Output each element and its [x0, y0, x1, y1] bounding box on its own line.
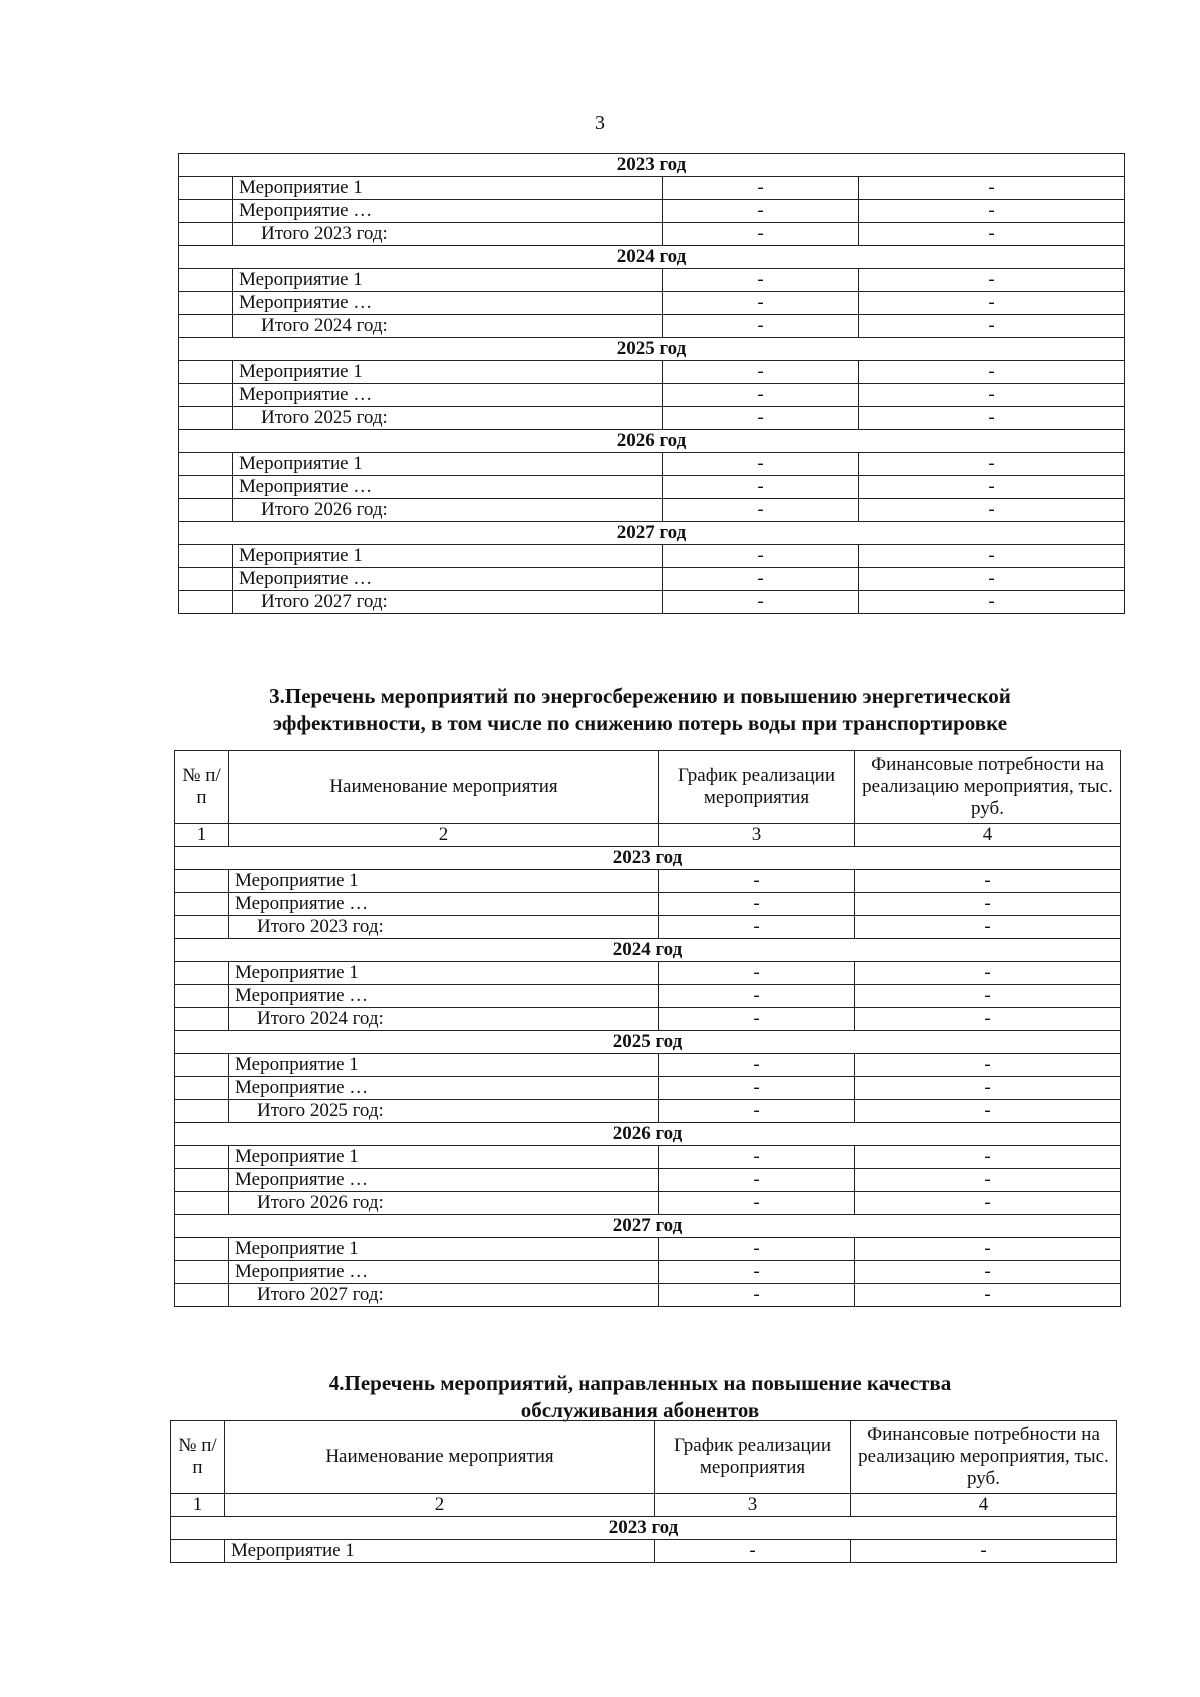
finance-value: - [855, 893, 1121, 916]
column-number: 4 [851, 1494, 1117, 1517]
activity-name: Мероприятие … [233, 476, 663, 499]
activity-name: Мероприятие 1 [229, 1146, 659, 1169]
table-row [175, 985, 1121, 1008]
table-section-3 [174, 750, 1121, 1307]
finance-value: - [855, 985, 1121, 1008]
table-row [179, 545, 1125, 568]
section-4-heading-line-2: обслуживания абонентов [520, 1398, 760, 1422]
column-header: Наименование мероприятия [225, 1421, 655, 1494]
year-row [175, 1215, 1121, 1238]
row-number-cell [179, 177, 233, 200]
row-number-cell [179, 545, 233, 568]
finance-value: - [855, 1284, 1121, 1307]
column-number: 3 [659, 824, 855, 847]
header-row [171, 1421, 1117, 1494]
schedule-value: - [663, 361, 859, 384]
year-label: 2023 год [179, 154, 1125, 177]
activity-name: Мероприятие … [229, 985, 659, 1008]
table-row [175, 1146, 1121, 1169]
column-number: 3 [655, 1494, 851, 1517]
year-row [171, 1517, 1117, 1540]
table-row [179, 476, 1125, 499]
schedule-value: - [663, 407, 859, 430]
row-number-cell [175, 1192, 229, 1215]
column-header: График реализации мероприятия [659, 751, 855, 824]
column-number-row [171, 1494, 1117, 1517]
schedule-value: - [659, 916, 855, 939]
row-number-cell [179, 223, 233, 246]
table-row [175, 962, 1121, 985]
year-label: 2026 год [175, 1123, 1121, 1146]
row-number-cell [179, 591, 233, 614]
column-number: 2 [225, 1494, 655, 1517]
year-label: 2023 год [171, 1517, 1117, 1540]
schedule-value: - [663, 223, 859, 246]
activity-name: Мероприятие 1 [229, 870, 659, 893]
year-label: 2027 год [179, 522, 1125, 545]
table-row [175, 893, 1121, 916]
row-number-cell [179, 200, 233, 223]
row-number-cell [179, 315, 233, 338]
row-number-cell [175, 1008, 229, 1031]
finance-value: - [859, 453, 1125, 476]
finance-value: - [859, 591, 1125, 614]
finance-value: - [851, 1540, 1117, 1563]
schedule-value: - [659, 870, 855, 893]
year-label: 2024 год [175, 939, 1121, 962]
total-row [175, 1192, 1121, 1215]
table-row [175, 870, 1121, 893]
total-row [175, 1284, 1121, 1307]
row-number-cell [179, 361, 233, 384]
row-number-cell [175, 1238, 229, 1261]
finance-value: - [859, 292, 1125, 315]
schedule-value: - [663, 269, 859, 292]
year-row [179, 522, 1125, 545]
schedule-value: - [659, 1284, 855, 1307]
activity-name: Мероприятие … [233, 568, 663, 591]
row-number-cell [175, 870, 229, 893]
schedule-value: - [663, 591, 859, 614]
finance-value: - [855, 1054, 1121, 1077]
finance-value: - [859, 315, 1125, 338]
schedule-value: - [663, 568, 859, 591]
column-number: 2 [229, 824, 659, 847]
row-number-cell [175, 985, 229, 1008]
activity-name: Мероприятие 1 [225, 1540, 655, 1563]
row-number-cell [179, 499, 233, 522]
total-row [175, 1100, 1121, 1123]
activity-name: Мероприятие … [229, 1169, 659, 1192]
year-row [175, 939, 1121, 962]
column-header: Финансовые потребности на реализацию мероприятия, тыс. руб. [855, 751, 1121, 824]
activity-name: Итого 2027 год: [233, 591, 663, 614]
schedule-value: - [659, 962, 855, 985]
table-row [179, 200, 1125, 223]
finance-value: - [855, 916, 1121, 939]
finance-value: - [855, 1146, 1121, 1169]
row-number-cell [175, 1146, 229, 1169]
schedule-value: - [663, 384, 859, 407]
row-number-cell [175, 962, 229, 985]
total-row [175, 916, 1121, 939]
finance-value: - [859, 568, 1125, 591]
row-number-cell [179, 453, 233, 476]
section-3-heading-line-2: эффективности, в том числе по снижению потерь воды при транспортировке [272, 711, 1008, 735]
table-row [179, 568, 1125, 591]
activity-name: Мероприятие … [229, 1077, 659, 1100]
schedule-value: - [663, 453, 859, 476]
finance-value: - [859, 407, 1125, 430]
finance-value: - [859, 269, 1125, 292]
column-number: 1 [175, 824, 229, 847]
total-row [179, 315, 1125, 338]
table-row [175, 1054, 1121, 1077]
column-header: Наименование мероприятия [229, 751, 659, 824]
schedule-value: - [659, 893, 855, 916]
table-row [179, 269, 1125, 292]
activity-name: Мероприятие 1 [233, 361, 663, 384]
table-row [175, 1238, 1121, 1261]
page-number: 3 [595, 112, 605, 134]
row-number-cell [179, 407, 233, 430]
row-number-cell [175, 1261, 229, 1284]
activity-name: Мероприятие 1 [233, 453, 663, 476]
schedule-value: - [659, 1261, 855, 1284]
activity-name: Мероприятие … [233, 200, 663, 223]
schedule-value: - [659, 1077, 855, 1100]
year-row [179, 338, 1125, 361]
schedule-value: - [663, 292, 859, 315]
row-number-cell [171, 1540, 225, 1563]
section-4-heading [150, 1370, 1130, 1424]
header-row [175, 751, 1121, 824]
activity-name: Итого 2027 год: [229, 1284, 659, 1307]
row-number-cell [175, 1169, 229, 1192]
activity-name: Мероприятие … [233, 292, 663, 315]
schedule-value: - [659, 985, 855, 1008]
column-header: Финансовые потребности на реализацию мероприятия, тыс. руб. [851, 1421, 1117, 1494]
finance-value: - [859, 223, 1125, 246]
table-section-4-body [171, 1421, 1117, 1563]
row-number-cell [179, 384, 233, 407]
total-row [179, 591, 1125, 614]
total-row [179, 223, 1125, 246]
activity-name: Мероприятие … [229, 1261, 659, 1284]
row-number-cell [179, 568, 233, 591]
activity-name: Мероприятие 1 [233, 269, 663, 292]
section-3-heading-line-1: 3.Перечень мероприятий по энергосбережению и повышению энергетической [269, 684, 1011, 708]
column-number-row [175, 824, 1121, 847]
row-number-cell [175, 1284, 229, 1307]
table-row [179, 177, 1125, 200]
column-header: График реализации мероприятия [655, 1421, 851, 1494]
column-number: 4 [855, 824, 1121, 847]
schedule-value: - [659, 1100, 855, 1123]
year-label: 2027 год [175, 1215, 1121, 1238]
schedule-value: - [659, 1146, 855, 1169]
section-4-heading-line-1: 4.Перечень мероприятий, направленных на повышение качества [328, 1371, 952, 1395]
schedule-value: - [663, 499, 859, 522]
year-row [179, 430, 1125, 453]
total-row [179, 499, 1125, 522]
activity-name: Мероприятие 1 [233, 177, 663, 200]
finance-value: - [855, 1238, 1121, 1261]
finance-value: - [859, 200, 1125, 223]
table-row [175, 1261, 1121, 1284]
activity-name: Мероприятие 1 [229, 962, 659, 985]
schedule-value: - [663, 177, 859, 200]
finance-value: - [855, 1169, 1121, 1192]
row-number-cell [179, 292, 233, 315]
year-row [175, 1123, 1121, 1146]
row-number-cell [175, 916, 229, 939]
finance-value: - [855, 1077, 1121, 1100]
table-row [175, 1077, 1121, 1100]
table-row [179, 292, 1125, 315]
year-label: 2025 год [179, 338, 1125, 361]
schedule-value: - [659, 1238, 855, 1261]
total-row [179, 407, 1125, 430]
schedule-value: - [659, 1054, 855, 1077]
activity-name: Мероприятие 1 [229, 1238, 659, 1261]
table-row [171, 1540, 1117, 1563]
finance-value: - [855, 870, 1121, 893]
schedule-value: - [659, 1008, 855, 1031]
schedule-value: - [655, 1540, 851, 1563]
year-row [175, 847, 1121, 870]
column-header: № п/п [175, 751, 229, 824]
finance-value: - [855, 1192, 1121, 1215]
year-label: 2025 год [175, 1031, 1121, 1054]
row-number-cell [175, 1077, 229, 1100]
finance-value: - [859, 177, 1125, 200]
schedule-value: - [663, 545, 859, 568]
activity-name: Итого 2026 год: [229, 1192, 659, 1215]
year-label: 2024 год [179, 246, 1125, 269]
section-3-heading [150, 683, 1130, 737]
activity-name: Итого 2026 год: [233, 499, 663, 522]
finance-value: - [855, 1008, 1121, 1031]
finance-value: - [859, 361, 1125, 384]
activity-name: Итого 2024 год: [229, 1008, 659, 1031]
schedule-value: - [659, 1169, 855, 1192]
activity-name: Итого 2023 год: [229, 916, 659, 939]
schedule-value: - [663, 476, 859, 499]
activity-name: Итого 2025 год: [229, 1100, 659, 1123]
table-1 [178, 153, 1125, 614]
finance-value: - [859, 545, 1125, 568]
column-header: № п/п [171, 1421, 225, 1494]
table-row [179, 361, 1125, 384]
schedule-value: - [663, 200, 859, 223]
row-number-cell [175, 893, 229, 916]
year-row [175, 1031, 1121, 1054]
activity-name: Мероприятие … [229, 893, 659, 916]
finance-value: - [859, 384, 1125, 407]
row-number-cell [179, 476, 233, 499]
row-number-cell [179, 269, 233, 292]
finance-value: - [855, 962, 1121, 985]
column-number: 1 [171, 1494, 225, 1517]
schedule-value: - [663, 315, 859, 338]
schedule-value: - [659, 1192, 855, 1215]
finance-value: - [859, 476, 1125, 499]
table-row [179, 453, 1125, 476]
table-row [179, 384, 1125, 407]
year-row [179, 246, 1125, 269]
activity-name: Итого 2024 год: [233, 315, 663, 338]
activity-name: Итого 2025 год: [233, 407, 663, 430]
table-section-3-body [175, 751, 1121, 1307]
table-section-4 [170, 1420, 1117, 1563]
finance-value: - [855, 1261, 1121, 1284]
table-row [175, 1169, 1121, 1192]
activity-name: Мероприятие 1 [233, 545, 663, 568]
finance-value: - [859, 499, 1125, 522]
year-row [179, 154, 1125, 177]
activity-name: Мероприятие … [233, 384, 663, 407]
year-label: 2023 год [175, 847, 1121, 870]
activity-name: Мероприятие 1 [229, 1054, 659, 1077]
year-label: 2026 год [179, 430, 1125, 453]
table-1-body [179, 154, 1125, 614]
row-number-cell [175, 1100, 229, 1123]
finance-value: - [855, 1100, 1121, 1123]
activity-name: Итого 2023 год: [233, 223, 663, 246]
row-number-cell [175, 1054, 229, 1077]
total-row [175, 1008, 1121, 1031]
